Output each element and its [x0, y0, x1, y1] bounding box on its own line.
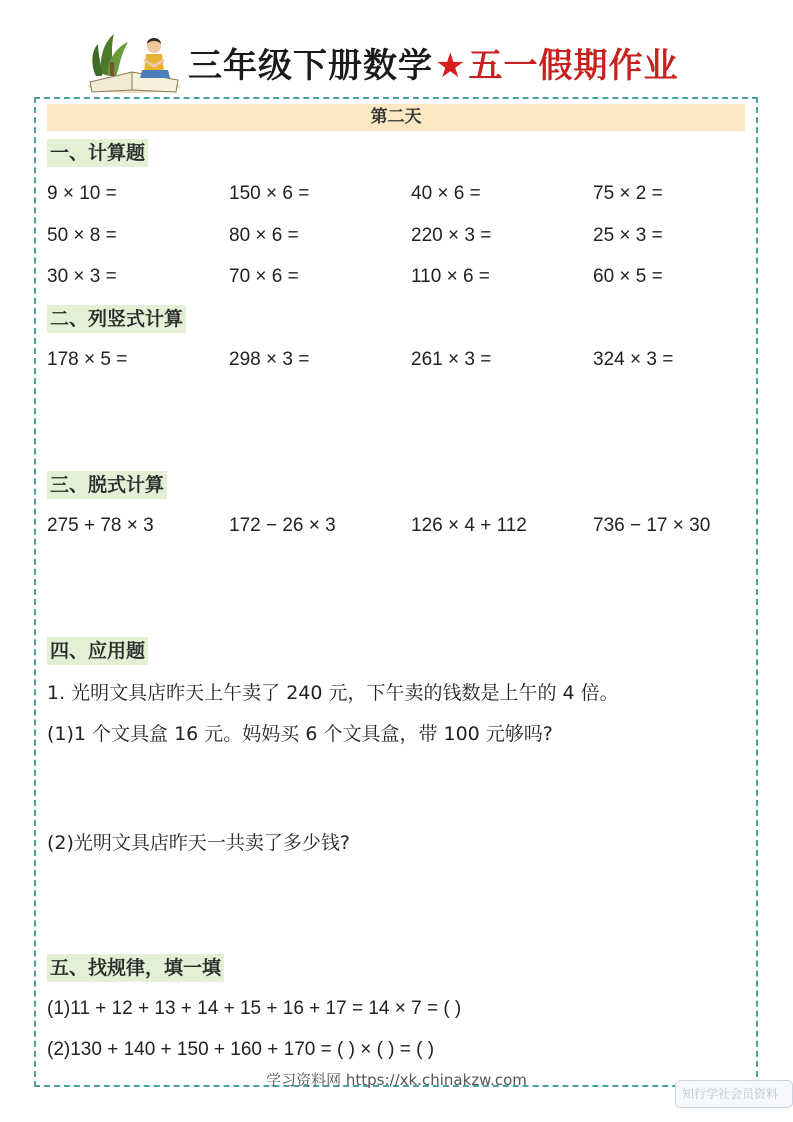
calc-item: 40 × 6 =	[411, 183, 481, 204]
word-problem-q1: (1)1 个文具盒 16 元。妈妈买 6 个文具盒，带 100 元够吗?	[47, 723, 553, 745]
calc-item: 25 × 3 =	[593, 225, 663, 246]
section-heading-calc: 一、计算题	[47, 139, 148, 167]
calc-item: 50 × 8 =	[47, 225, 117, 246]
section-heading-steps: 三、脱式计算	[47, 471, 167, 499]
footer-watermark: 学习资料网 https://xk.chinakzw.com	[266, 1071, 527, 1089]
page-title	[188, 38, 678, 87]
pattern-item-1: (1)11 + 12 + 13 + 14 + 15 + 16 + 17 = 14 × 7 = ( )	[47, 998, 462, 1019]
member-stamp: 知行学社会员资料	[675, 1080, 793, 1108]
title-sub: 五一假期作业	[468, 46, 679, 86]
pattern-item-2: (2)130 + 140 + 150 + 160 + 170 = ( ) × ( ) = ( )	[47, 1039, 435, 1060]
vertical-item: 298 × 3 =	[229, 349, 310, 370]
vertical-item: 261 × 3 =	[411, 349, 492, 370]
steps-item: 172 − 26 × 3	[229, 515, 336, 536]
calc-row	[47, 181, 747, 207]
title-main: 三年级下册数学	[188, 46, 433, 86]
section-heading-word-problems: 四、应用题	[47, 637, 148, 665]
steps-item: 126 × 4 + 112	[411, 515, 527, 536]
calc-item: 60 × 5 =	[593, 266, 663, 287]
calc-item: 150 × 6 =	[229, 183, 310, 204]
day-label: 第二天	[47, 104, 745, 131]
section-heading-pattern: 五、找规律，填一填	[47, 954, 224, 982]
word-problem-stem: 1. 光明文具店昨天上午卖了 240 元，下午卖的钱数是上午的 4 倍。	[47, 682, 619, 704]
section-heading-vertical: 二、列竖式计算	[47, 305, 186, 333]
calc-item: 30 × 3 =	[47, 266, 117, 287]
vertical-item: 178 × 5 =	[47, 349, 128, 370]
calc-item: 9 × 10 =	[47, 183, 117, 204]
page-header	[0, 0, 793, 96]
calc-row	[47, 223, 747, 249]
calc-item: 220 × 3 =	[411, 225, 492, 246]
reading-child-book-icon	[84, 26, 184, 96]
calc-row	[47, 264, 747, 290]
calc-item: 70 × 6 =	[229, 266, 299, 287]
calc-item: 75 × 2 =	[593, 183, 663, 204]
star-icon: ★	[435, 46, 467, 86]
word-problem-q2: (2)光明文具店昨天一共卖了多少钱?	[47, 832, 350, 854]
vertical-row	[47, 347, 747, 373]
calc-item: 110 × 6 =	[411, 266, 490, 287]
steps-row	[47, 513, 747, 539]
calc-item: 80 × 6 =	[229, 225, 299, 246]
vertical-item: 324 × 3 =	[593, 349, 674, 370]
steps-item: 275 + 78 × 3	[47, 515, 154, 536]
steps-item: 736 − 17 × 30	[593, 515, 711, 536]
